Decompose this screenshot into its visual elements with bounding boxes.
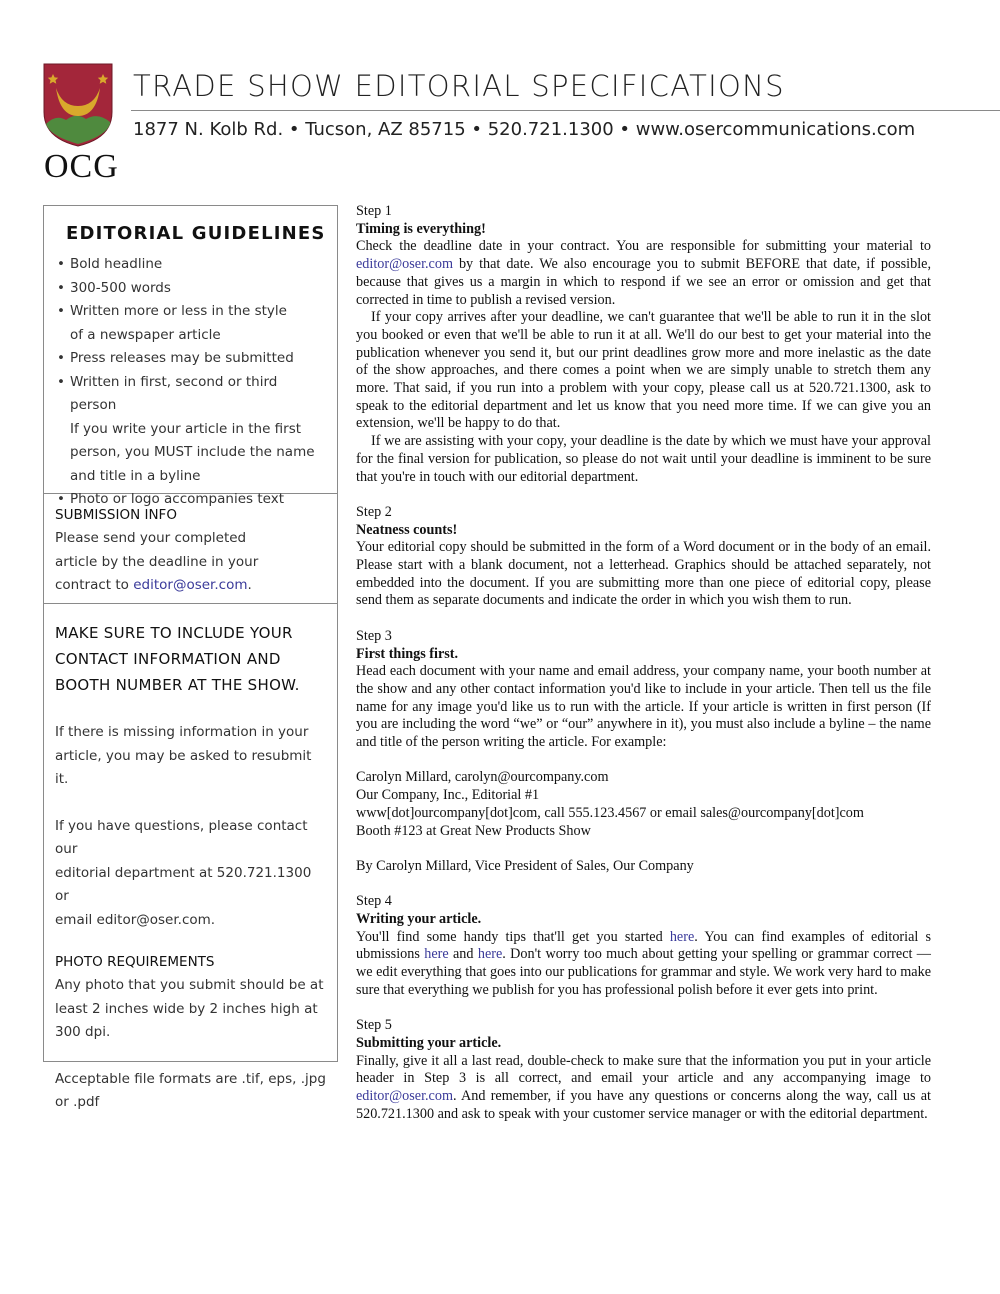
- example-header-line: www[dot]ourcompany[dot]com, call 555.123.4567 or email sales@ourcompany[dot]com: [356, 804, 864, 821]
- step-4: [356, 893, 931, 999]
- tips-link[interactable]: here: [669, 928, 695, 945]
- guideline-item: [56, 371, 327, 489]
- file-formats-text: Acceptable file formats are .tif, eps, .jpg or .pdf: [55, 1070, 326, 1110]
- guideline-text: and title in a byline: [70, 467, 201, 484]
- submission-info-text: Please send your completed article by the deadline in your contract to editor@oser.com.: [55, 530, 259, 593]
- step-paragraph: Check the deadline date in your contract. You are responsible for submitting your material to editor@oser.com by that date. We also encourage you to submit BEFORE that date, if possible, because that gives us a margin in which to respond if we see an error or omission and get that corrected in time to publish a revised version.: [356, 238, 931, 308]
- photo-requirements-heading: PHOTO REQUIREMENTS: [55, 954, 215, 970]
- step-paragraph: Your editorial copy should be submitted in the form of a Word document or in the body of an email. Please start with a blank document, not a letterhead. Graphics should be attached separately, not embedded into the document. If you are submitting more than one piece of editorial copy, please send them as separate documents and indicate the order in which you wish them to run.: [356, 539, 931, 609]
- example-link-2[interactable]: here: [477, 946, 503, 963]
- guidelines-list: [56, 253, 327, 512]
- step-1: [356, 203, 931, 486]
- step-3: [356, 628, 931, 876]
- step-label: Step 5: [356, 1017, 392, 1034]
- step-paragraph: If your copy arrives after your deadline, we can't guarantee that we'll be able to run it in the slot you booked or even that we'll be able to run it at all. We'll do our best to get your material into the publication whenever you send it, but our print deadlines grow more and more inelastic as the date of the show approaches, and there comes a point when we are simply unable to stretch them any more. That said, if you run into a problem with your copy, please call us at 520.721.1300, ask to speak to the editorial department and let us know that you need more time. If we can give you an extension, we'll be happy to do that.: [356, 309, 931, 432]
- guideline-item: [56, 347, 327, 371]
- step-title: Writing your article.: [356, 911, 482, 928]
- header-divider: [131, 110, 1000, 111]
- step-5: [356, 1017, 931, 1123]
- contact-info-box: [44, 604, 337, 1115]
- example-header-line: Our Company, Inc., Editorial #1: [356, 787, 540, 804]
- step-title: Timing is everything!: [356, 220, 486, 237]
- step-label: Step 4: [356, 893, 392, 910]
- bullet: •: [57, 350, 65, 366]
- step-label: Step 3: [356, 627, 392, 644]
- example-byline: By Carolyn Millard, Vice President of Sales, Our Company: [356, 857, 694, 874]
- bullet: •: [57, 491, 65, 507]
- logo-text: OCG: [44, 148, 119, 185]
- step-title: First things first.: [356, 645, 459, 662]
- ocg-logo: [42, 62, 118, 184]
- editorial-guidelines-box: [44, 206, 337, 507]
- steps-column: [356, 203, 931, 1141]
- guideline-text: Bold headline: [70, 256, 163, 272]
- questions-note: If you have questions, please contact our editorial department at 520.721.1300 or email editor@oser.com.: [55, 817, 312, 928]
- shield-icon: [42, 62, 114, 148]
- example-link-1[interactable]: here: [424, 946, 449, 963]
- editor-email-link[interactable]: editor@oser.com: [356, 1088, 453, 1105]
- example-header-line: Booth #123 at Great New Products Show: [356, 822, 591, 839]
- guideline-text: of a newspaper article: [70, 326, 221, 343]
- guideline-text: If you write your article in the first: [70, 420, 302, 437]
- submission-info-heading: SUBMISSION INFO: [55, 507, 177, 523]
- step-title: Neatness counts!: [356, 521, 458, 538]
- step-label: Step 2: [356, 503, 392, 520]
- sidebar: [43, 205, 338, 1110]
- step-paragraph: If we are assisting with your copy, your deadline is the date by which we must have your approval for the final version for publication, so please do not wait until your deadline is imminent to be sure that you're in touch with our editorial department.: [356, 433, 931, 485]
- editor-email-link[interactable]: editor@oser.com: [356, 256, 453, 273]
- guideline-text: 300-500 words: [70, 279, 171, 296]
- missing-info-note: If there is missing information in your article, you may be asked to resubmit it.: [55, 724, 312, 787]
- contact-info-heading: MAKE SURE TO INCLUDE YOUR CONTACT INFORMATION AND BOOTH NUMBER AT THE SHOW.: [55, 624, 300, 694]
- step-title: Submitting your article.: [356, 1034, 502, 1051]
- guideline-item: [56, 300, 327, 347]
- guideline-text: Press releases may be submitted: [70, 350, 294, 366]
- example-header-line: Carolyn Millard, carolyn@ourcompany.com: [356, 769, 609, 786]
- guideline-item: [56, 488, 327, 512]
- guideline-text: person, you MUST include the name: [70, 444, 315, 460]
- bullet: •: [57, 373, 65, 390]
- step-paragraph: Head each document with your name and email address, your company name, your booth number at the show and any other contact information you'd like to include in your article. Then tell us the file name for any image you'd like us to run with the article. If your article is written in first person (If you are including the word “we” or “our” anywhere in it), you must also include a byline – the name and title of the person writing the article. For example:: [356, 663, 931, 751]
- guideline-text: Written more or less in the style: [70, 303, 287, 319]
- page-title: TRADE SHOW EDITORIAL SPECIFICATIONS: [133, 69, 785, 103]
- step-paragraph: Finally, give it all a last read, double-check to make sure that the information you put in your article header in Step 3 is all correct, and email your article and any accompanying image to editor@oser.com. And remember, if you have any questions or concerns along the way, call us at 520.721.1300 and ask to speak with your customer service manager or with the editorial department.: [356, 1052, 931, 1122]
- step-paragraph: You'll find some handy tips that'll get you started here. You can find examples of editorial s ubmissions here and here. Don't worry too much about getting your spelling or grammar correct — we edit everything that goes into our publications for grammar and style. We work very hard to make sure that everything we publish for you has professional polish before it ever gets into print.: [356, 928, 931, 998]
- bullet: •: [57, 279, 65, 296]
- guideline-item: [56, 277, 327, 301]
- guideline-text: Written in first, second or third person: [70, 373, 278, 413]
- photo-requirements-text: Any photo that you submit should be at least 2 inches wide by 2 inches high at 300 dpi.: [55, 977, 324, 1040]
- step-label: Step 1: [356, 203, 392, 219]
- company-address: 1877 N. Kolb Rd. • Tucson, AZ 85715 • 520.721.1300 • www.osercommunications.com: [133, 119, 916, 140]
- editorial-guidelines-heading: EDITORIAL GUIDELINES: [66, 223, 326, 244]
- bullet: •: [57, 256, 65, 272]
- step-2: [356, 504, 931, 610]
- guideline-item: [56, 253, 327, 277]
- submission-email-link[interactable]: editor@oser.com: [133, 577, 248, 593]
- bullet: •: [57, 303, 65, 319]
- guideline-text: Photo or logo accompanies text: [70, 491, 284, 507]
